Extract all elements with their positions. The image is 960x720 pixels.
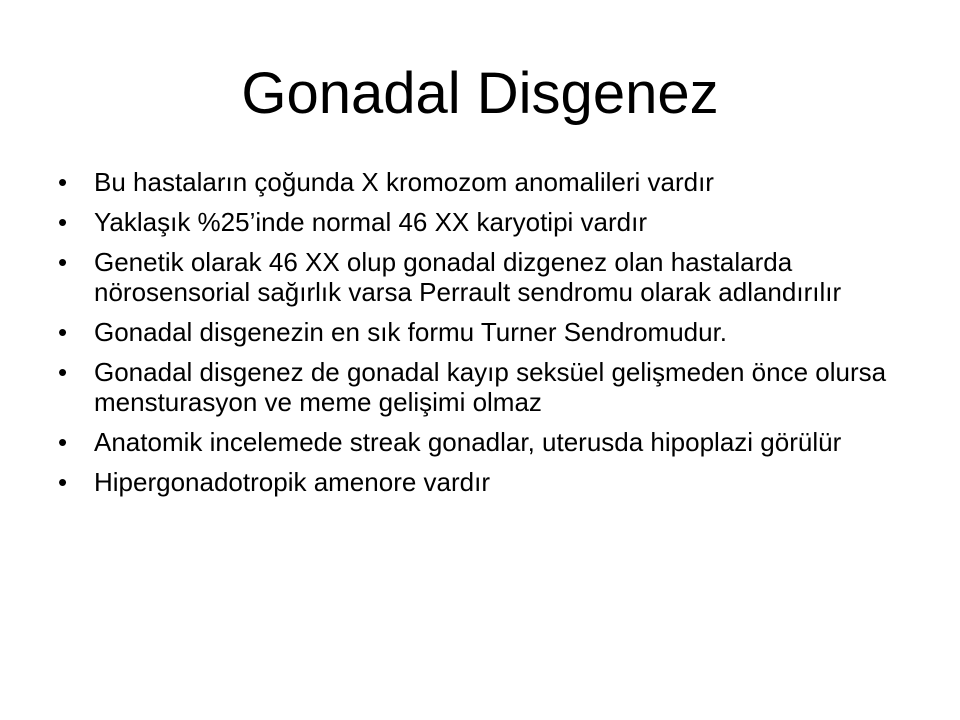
bullet-text: Yaklaşık %25’inde normal 46 XX karyotipi vardır bbox=[94, 207, 647, 237]
slide-title: Gonadal Disgenez bbox=[241, 61, 719, 126]
bullet-item bbox=[58, 317, 918, 347]
bullet-icon: • bbox=[58, 467, 68, 497]
bullet-text: Gonadal disgenez de gonadal kayıp seksüel gelişmeden önce olursa mensturasyon ve meme gelişimi olmaz bbox=[94, 357, 887, 417]
bullet-text: Anatomik incelemede streak gonadlar, uterusda hipoplazi görülür bbox=[94, 427, 842, 457]
bullet-item bbox=[58, 167, 918, 197]
bullet-text: Bu hastaların çoğunda X kromozom anomalileri vardır bbox=[94, 167, 714, 197]
bullet-icon: • bbox=[58, 357, 68, 387]
bullet-icon: • bbox=[58, 427, 68, 457]
bullet-icon: • bbox=[58, 167, 68, 197]
bullet-item bbox=[58, 467, 918, 497]
bullet-item bbox=[58, 247, 918, 307]
bullet-item bbox=[58, 427, 918, 457]
bullet-text: Hipergonadotropik amenore vardır bbox=[94, 467, 490, 497]
bullet-text: Genetik olarak 46 XX olup gonadal dizgenez olan hastalarda nörosensorial sağırlık varsa Perrault sendromu olarak adlandırılır bbox=[94, 247, 842, 307]
bullet-icon: • bbox=[58, 247, 68, 277]
bullet-text: Gonadal disgenezin en sık formu Turner Sendromudur. bbox=[94, 317, 728, 347]
bullet-icon: • bbox=[58, 207, 68, 237]
bullet-item bbox=[58, 207, 918, 237]
bullet-item bbox=[58, 357, 918, 417]
bullet-list bbox=[58, 167, 918, 507]
bullet-icon: • bbox=[58, 317, 68, 347]
